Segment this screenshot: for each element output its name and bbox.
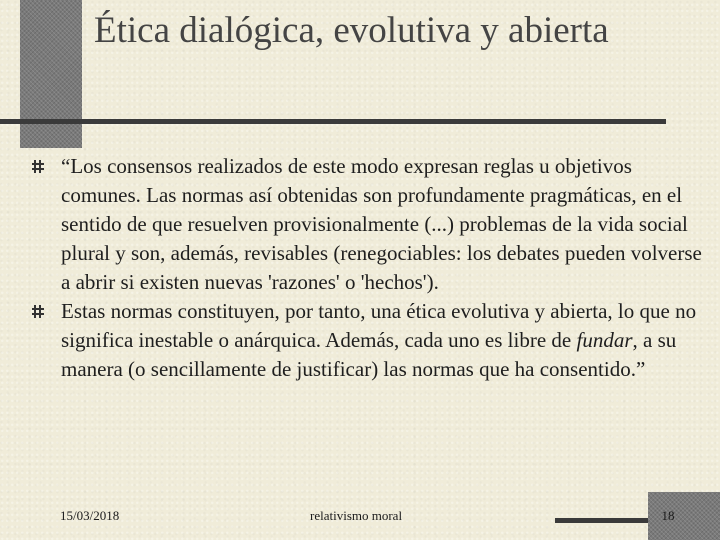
bullet-item-2 (32, 297, 702, 384)
bullet-text-continued: , a su manera (o sencillamente de justificar) las normas que ha consentido.” (61, 328, 677, 381)
bullet-item-1 (32, 152, 702, 297)
bullet-list (32, 152, 702, 384)
page-number: 18 (661, 508, 675, 523)
title-divider (0, 119, 666, 124)
slide-title: Ética dialógica, evolutiva y abierta (94, 10, 609, 51)
footer-date: 15/03/2018 (60, 508, 120, 523)
footer-topic: relativismo moral (310, 508, 403, 523)
bullet-text: “Los consensos realizados de este modo expresan reglas u objetivos comunes. Las normas así obtenidas son profundamente pragmáticas, en el sentido de que resuelven provisionalmente (...) problemas de la vida social plural y son, además, revisables (renegociables: los debates pueden volverse a abrir si existen nuevas 'razones' o 'hechos'). (61, 154, 702, 294)
bullet-emphasis: fundar (576, 328, 633, 352)
decorative-side-bar (20, 0, 82, 148)
bullet-text: Estas normas constituyen, por tanto, una ética evolutiva y abierta, lo que no significa inestable o anárquica. Además, cada uno es libre de (61, 299, 697, 352)
hash-bullet-icon (32, 160, 44, 173)
hash-bullet-icon (32, 305, 44, 318)
